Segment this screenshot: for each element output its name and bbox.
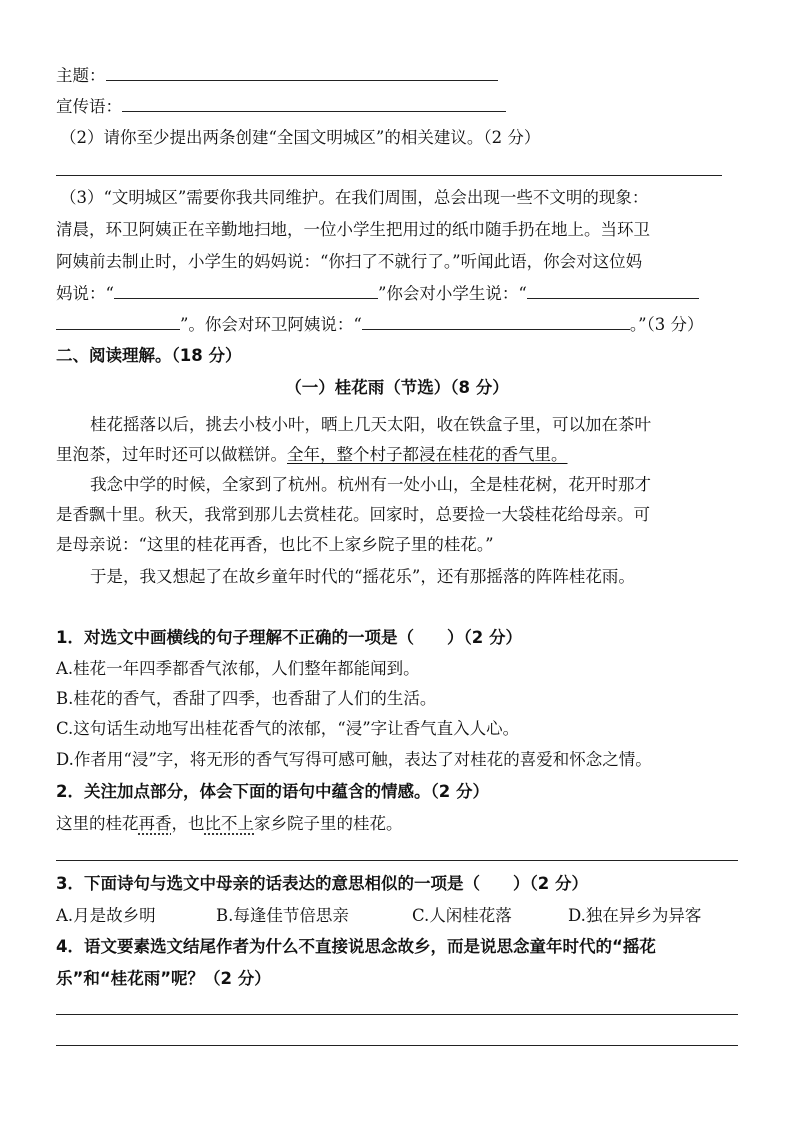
q2-answer-line[interactable]: [56, 860, 738, 861]
passage-title: （一）桂花雨（节选）（8 分）: [285, 378, 509, 397]
question-3-line-4: [56, 282, 699, 306]
passage-p1-line-1: 桂花摇落以后，挑去小枝小叶，晒上几天太阳，收在铁盒子里，可以加在茶叶: [90, 415, 651, 434]
q3-option-a[interactable]: A.月是故乡明: [56, 906, 156, 925]
q2-dotted-word-1: 再香: [138, 814, 172, 833]
to-cleaner-prefix: ”。你会对环卫阿姨说：“: [180, 315, 362, 334]
slogan-label: 宣传语：: [56, 97, 122, 116]
passage-p2-line-2: 是香飘十里。秋天，我常到那儿去赏桂花。回家时，总要捡一大袋桂花给母亲。可: [56, 505, 650, 524]
underlined-sentence: 全年，整个村子都浸在桂花的香气里。: [287, 445, 568, 464]
slogan-blank[interactable]: [122, 95, 506, 112]
to-mother-blank[interactable]: [114, 282, 378, 299]
suggestions-answer-line[interactable]: [56, 175, 722, 176]
question-3-line-1: （3）“文明城区”需要你我共同维护。在我们周围，总会出现一些不文明的现象：: [60, 188, 649, 207]
q2-sentence-part: 家乡院子里的桂花。: [254, 814, 403, 833]
question-3-line-5: [56, 313, 704, 337]
to-student-blank[interactable]: [527, 282, 699, 299]
q1-option-c[interactable]: C.这句话生动地写出桂花香气的浓郁，“浸”字让香气直入人心。: [56, 719, 520, 738]
slogan-row: [56, 95, 506, 119]
q2-sentence-part: ，也: [171, 814, 205, 833]
to-student-prefix: ”你会对小学生说：“: [377, 284, 527, 303]
passage-p2-line-3: 是母亲说：“这里的桂花再香，也比不上家乡院子里的桂花。”: [56, 535, 494, 554]
question-4-line-2: 乐”和“桂花雨”呢？（2 分）: [56, 969, 271, 988]
question-3: 3．下面诗句与选文中母亲的话表达的意思相似的一项是（ ）（2 分）: [56, 874, 588, 893]
question-3-line-3: 阿姨前去制止时，小学生的妈妈说：“你扫了不就行了。”听闻此语，你会对这位妈: [56, 252, 643, 271]
question-2-suggestions: （2）请你至少提出两条创建“全国文明城区”的相关建议。（2 分）: [60, 128, 541, 147]
q2-sentence-part: 这里的桂花: [56, 814, 139, 833]
q1-option-d[interactable]: D.作者用“浸”字，将无形的香气写得可感可触，表达了对桂花的喜爱和怀念之情。: [56, 750, 652, 769]
to-student-blank-continued[interactable]: [56, 313, 180, 330]
theme-blank[interactable]: [106, 64, 498, 81]
theme-row: [56, 64, 498, 88]
to-cleaner-suffix: 。”（3 分）: [629, 315, 704, 334]
q1-option-a[interactable]: A.桂花一年四季都香气浓郁，人们整年都能闻到。: [56, 659, 420, 678]
question-1: 1．对选文中画横线的句子理解不正确的一项是（ ）（2 分）: [56, 628, 522, 647]
section-2-heading: 二、阅读理解。（18 分）: [56, 346, 242, 365]
q2-dotted-word-2: 比不上: [204, 814, 254, 833]
question-2: 2．关注加点部分，体会下面的语句中蕴含的情感。（2 分）: [56, 782, 489, 801]
theme-label: 主题：: [56, 66, 106, 85]
question-3-line-2: 清晨，环卫阿姨正在辛勤地扫地，一位小学生把用过的纸巾随手扔在地上。当环卫: [56, 220, 650, 239]
q2-sentence: [56, 812, 403, 836]
q4-answer-line-1[interactable]: [56, 1014, 738, 1015]
q1-option-b[interactable]: B.桂花的香气，香甜了四季，也香甜了人们的生活。: [56, 689, 437, 708]
q3-option-b[interactable]: B.每逢佳节倍思亲: [216, 906, 349, 925]
passage-p2-line-1: 我念中学的时候，全家到了杭州。杭州有一处小山，全是桂花树，花开时那才: [90, 475, 651, 494]
to-mother-prefix: 妈说：“: [56, 284, 114, 303]
q3-option-c[interactable]: C.人闲桂花落: [412, 906, 512, 925]
passage-p1-line-2: [56, 443, 568, 467]
question-4-line-1: 4．语文要素选文结尾作者为什么不直接说思念故乡，而是说思念童年时代的“摇花: [56, 937, 656, 956]
q4-answer-line-2[interactable]: [56, 1045, 738, 1046]
passage-p3-line-1: 于是，我又想起了在故乡童年时代的“摇花乐”，还有那摇落的阵阵桂花雨。: [90, 567, 635, 586]
to-cleaner-blank[interactable]: [362, 313, 630, 330]
passage-p1-line-2-text: 里泡茶，过年时还可以做糕饼。: [56, 445, 287, 464]
q3-option-d[interactable]: D.独在异乡为异客: [568, 906, 702, 925]
